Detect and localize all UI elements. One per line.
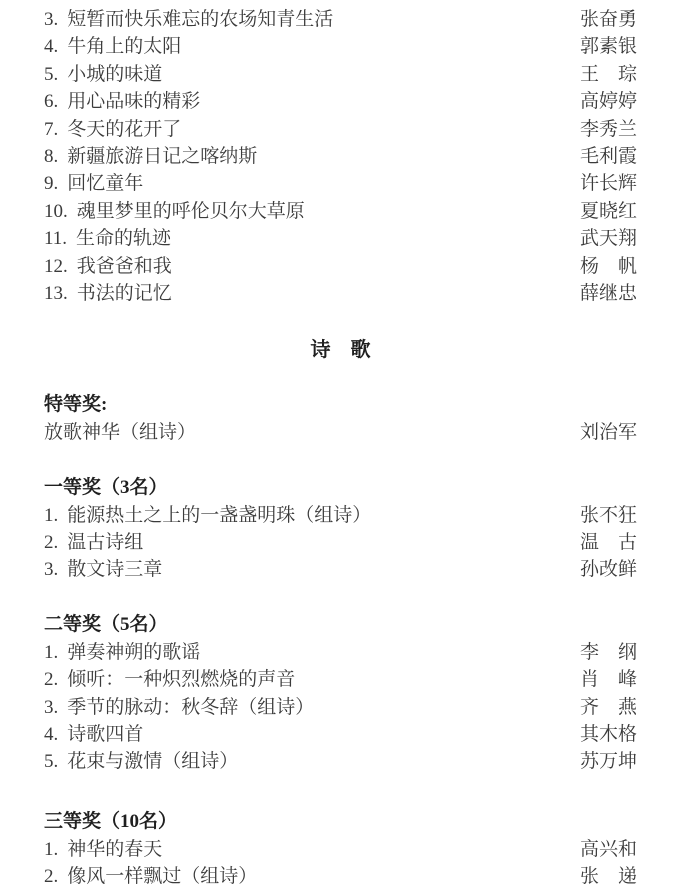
item-number: 3. [44, 9, 59, 30]
item-number: 4. [44, 36, 59, 58]
item-number: 2. [44, 669, 59, 691]
item-title: 神华的春天 [67, 838, 163, 860]
award-group-label: 特等奖: [44, 394, 108, 416]
item-number: 9. [44, 173, 59, 195]
list-item [44, 419, 637, 446]
item-title: 牛角上的太阳 [67, 36, 182, 58]
item-title: 温古诗组 [67, 532, 144, 554]
item-number: 3. [44, 559, 59, 581]
item-author: 王 琮 [579, 63, 637, 85]
item-title: 短暂而快乐难忘的农场知青生活 [67, 9, 334, 30]
item-author: 张奋勇 [579, 9, 637, 30]
list-item [44, 556, 637, 583]
item-number: 5. [44, 751, 59, 773]
item-author: 武天翔 [579, 228, 637, 250]
list-item [44, 666, 637, 693]
list-item [44, 721, 637, 748]
item-author: 杨 帆 [579, 255, 637, 277]
item-number: 1. [44, 504, 59, 526]
list-item [44, 502, 637, 529]
item-author: 孙改鲜 [579, 559, 637, 581]
award-group-label: 二等奖（5名） [44, 613, 168, 635]
item-number: 3. [44, 696, 59, 718]
item-author: 刘治军 [579, 422, 637, 444]
item-author: 夏晓红 [579, 200, 637, 222]
award-group [44, 474, 637, 584]
item-author: 高兴和 [579, 838, 637, 860]
list-item [44, 280, 637, 307]
item-title: 新疆旅游日记之喀纳斯 [67, 145, 258, 167]
item-title: 生命的轨迹 [76, 228, 172, 250]
poetry-section-heading: 诗 歌 [310, 339, 371, 362]
award-group-label: 三等奖（10名） [44, 810, 178, 832]
item-number: 8. [44, 145, 59, 167]
award-group [44, 808, 637, 891]
item-title: 魂里梦里的呼伦贝尔大草原 [76, 200, 305, 222]
list-item [44, 143, 637, 170]
item-author: 其木格 [579, 724, 637, 746]
item-author: 温 古 [579, 532, 637, 554]
item-number: 6. [44, 91, 59, 113]
item-author: 薛继忠 [579, 282, 637, 304]
item-title: 能源热土之上的一盏盏明珠（组诗） [67, 504, 372, 526]
list-item [44, 6, 637, 33]
item-number: 13. [44, 282, 68, 304]
list-item [44, 61, 637, 88]
item-title: 弹奏神朔的歌谣 [67, 641, 201, 663]
list-item [44, 198, 637, 225]
item-author: 郭素银 [579, 36, 637, 58]
item-number: 4. [44, 724, 59, 746]
item-title: 书法的记忆 [76, 282, 172, 304]
item-author: 许长辉 [579, 173, 637, 195]
item-author: 苏万坤 [579, 751, 637, 773]
item-author: 张不狂 [579, 504, 637, 526]
list-item [44, 33, 637, 60]
item-title: 像风一样飘过（组诗） [67, 866, 258, 888]
poetry-award-groups [44, 391, 637, 890]
list-item [44, 529, 637, 556]
item-number: 2. [44, 866, 59, 888]
item-title: 小城的味道 [67, 63, 163, 85]
item-title: 用心品味的精彩 [67, 91, 201, 113]
item-author: 毛利霞 [579, 145, 637, 167]
item-author: 齐 燕 [579, 696, 637, 718]
list-item [44, 863, 637, 890]
item-title: 我爸爸和我 [76, 255, 172, 277]
item-author: 张 递 [579, 866, 637, 888]
item-author: 高婷婷 [579, 91, 637, 113]
item-title: 倾听：一种炽烈燃烧的声音 [67, 669, 296, 691]
award-group [44, 391, 637, 446]
item-title: 放歌神华（组诗） [44, 422, 197, 444]
item-title: 季节的脉动：秋冬辞（组诗） [67, 696, 315, 718]
item-number: 5. [44, 63, 59, 85]
award-group [44, 611, 637, 776]
item-title: 散文诗三章 [67, 559, 163, 581]
item-number: 12. [44, 255, 68, 277]
list-item [44, 748, 637, 775]
item-number: 7. [44, 118, 59, 140]
list-item [44, 225, 637, 252]
list-item [44, 253, 637, 280]
item-title: 花束与激情（组诗） [67, 751, 239, 773]
list-item [44, 170, 637, 197]
list-item [44, 88, 637, 115]
item-number: 10. [44, 200, 68, 222]
item-number: 1. [44, 641, 59, 663]
award-group-label: 一等奖（3名） [44, 476, 168, 498]
item-title: 诗歌四首 [67, 724, 144, 746]
item-title: 回忆童年 [67, 173, 144, 195]
item-author: 肖 峰 [579, 669, 637, 691]
essay-award-list-continued [44, 6, 637, 307]
list-item [44, 836, 637, 863]
item-author: 李秀兰 [579, 118, 637, 140]
item-number: 11. [44, 228, 68, 250]
item-author: 李 纲 [579, 641, 637, 663]
item-title: 冬天的花开了 [67, 118, 182, 140]
list-item [44, 116, 637, 143]
list-item [44, 694, 637, 721]
item-number: 2. [44, 532, 59, 554]
list-item [44, 639, 637, 666]
item-number: 1. [44, 838, 59, 860]
